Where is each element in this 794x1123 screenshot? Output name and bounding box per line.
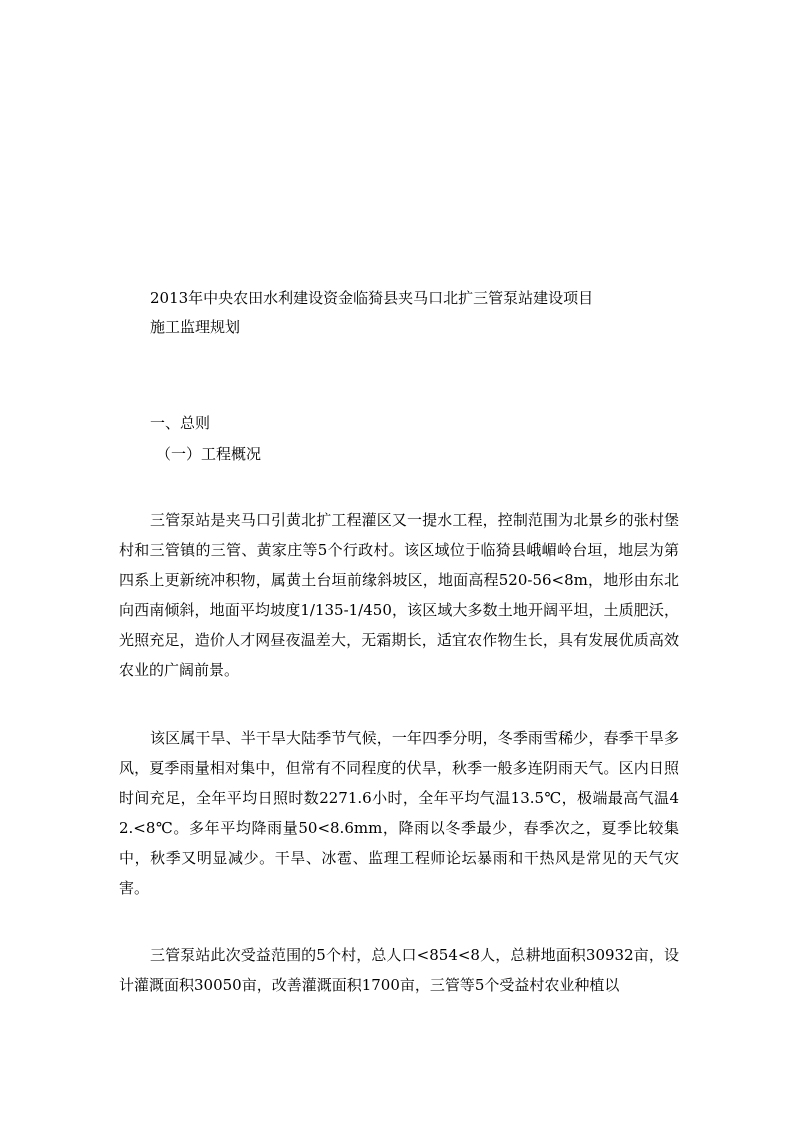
paragraph-project-overview: 三管泵站是夹马口引黄北扩工程灌区又一提水工程，控制范围为北景乡的张村堡村和三管镇的三管、黄家庄等5个行政村。该区域位于临猗县峨嵋岭台垣，地层为第四系上更新统冲积物，属黄土台垣前缘斜坡区，地面高程520-56<8m，地形由东北向西南倾斜，地面平均坡度1/135-1/450，该区域大多数土地开阔平坦，土质肥沃，光照充足，造价人才网昼夜温差大，无霜期长，适宜农作物生长，具有发展优质高效农业的广阔前景。	[119, 511, 679, 679]
document-subtitle: 施工监理规划	[150, 318, 241, 336]
paragraph-beneficiary-area: 三管泵站此次受益范围的5个村，总人口<854<8人，总耕地面积30932亩，设计灌溉面积30050亩，改善灌溉面积1700亩，三管等5个受益村农业种植以	[119, 946, 679, 994]
paragraph-climate: 该区属干旱、半干旱大陆季节气候，一年四季分明，冬季雨雪稀少，春季干旱多风，夏季雨量相对集中，但常有不同程度的伏旱，秋季一般多连阴雨天气。区内日照时间充足，全年平均日照时数2271.6小时，全年平均气温13.5℃，极端最高气温42.<8℃。多年平均降雨量50<8.6mm，降雨以冬季最少，春季次之，夏季比较集中，秋季又明显减少。干旱、冰雹、监理工程师论坛暴雨和干热风是常见的天气灾害。	[119, 729, 679, 897]
section-heading: 一、总则	[150, 414, 211, 432]
subsection-heading: （一）工程概况	[156, 445, 262, 463]
document-title: 2013年中央农田水利建设资金临猗县夹马口北扩三管泵站建设项目	[150, 289, 594, 307]
